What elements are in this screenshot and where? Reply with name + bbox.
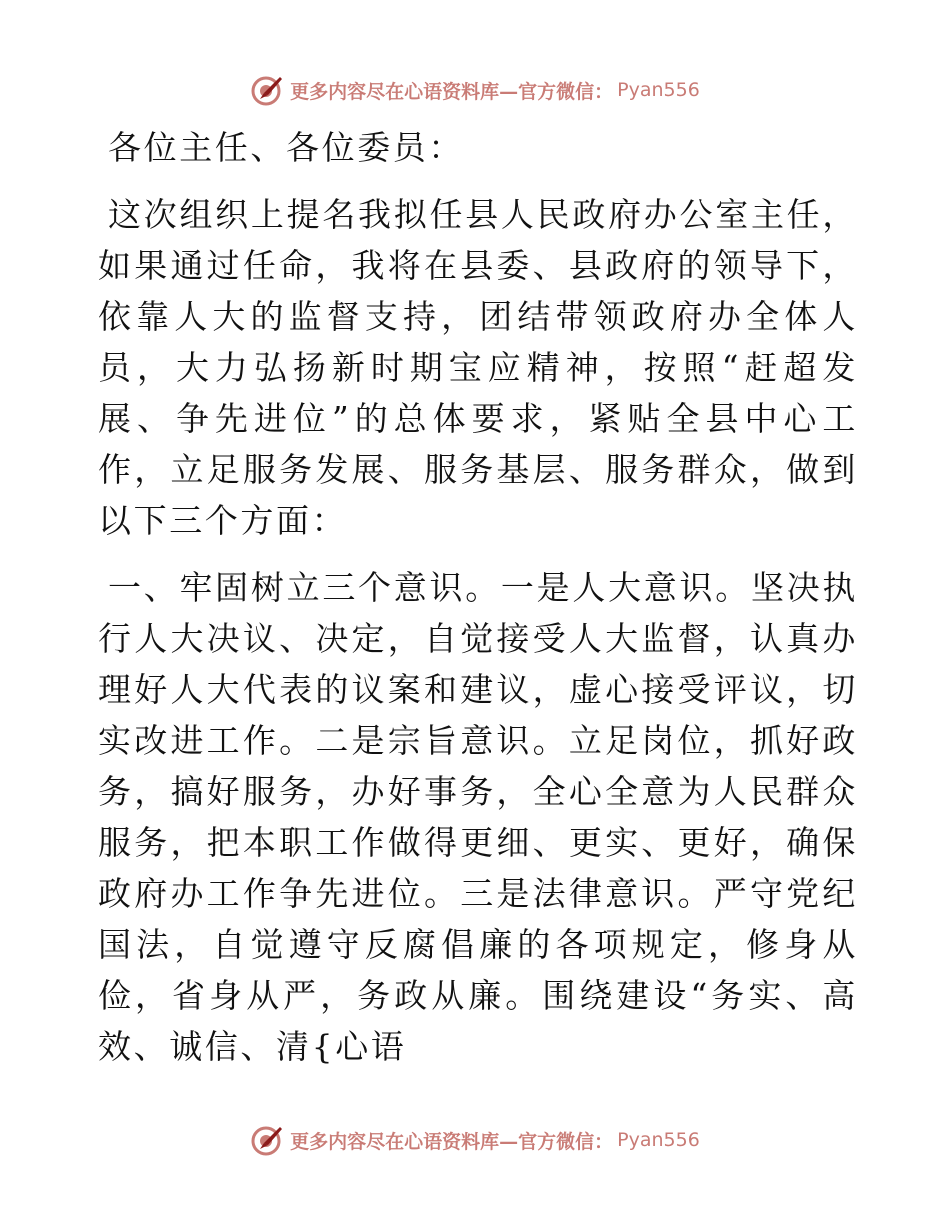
footer-watermark [0, 1120, 950, 1160]
watermark-wechat-id: Pyan556 [617, 1129, 700, 1151]
greeting: 各位主任、各位委员： [108, 128, 464, 167]
header-watermark [0, 70, 950, 110]
document-body [98, 122, 858, 1072]
watermark-text: 更多内容尽在心语资料库—官方微信： [290, 80, 614, 103]
watermark-wechat-id: Pyan556 [617, 79, 700, 101]
paragraph-2: 一、牢固树立三个意识。一是人大意识。坚决执行人大决议、决定，自觉接受人大监督，认真办理好人大代表的议案和建议，虚心接受评议，切实改进工作。二是宗旨意识。立足岗位，抓好政务，搞好服务，办好事务，全心全意为人民群众服务，把本职工作做得更细、更实、更好，确保政府办工作争先进位。三是法律意识。严守党纪国法，自觉遵守反腐倡廉的各项规定，修身从俭，省身从严，务政从廉。围绕建设“务实、高效、诚信、清{心语 [98, 568, 858, 1066]
watermark-text: 更多内容尽在心语资料库—官方微信： [290, 1130, 614, 1153]
quill-pen-logo-icon [250, 73, 284, 107]
quill-pen-logo-icon [250, 1123, 284, 1157]
paragraph-1: 这次组织上提名我拟任县人民政府办公室主任，如果通过任命，我将在县委、县政府的领导下，依靠人大的监督支持，团结带领政府办全体人员，大力弘扬新时期宝应精神，按照“赶超发展、争先进位”的总体要求，紧贴全县中心工作，立足服务发展、服务基层、服务群众，做到以下三个方面： [98, 195, 858, 540]
